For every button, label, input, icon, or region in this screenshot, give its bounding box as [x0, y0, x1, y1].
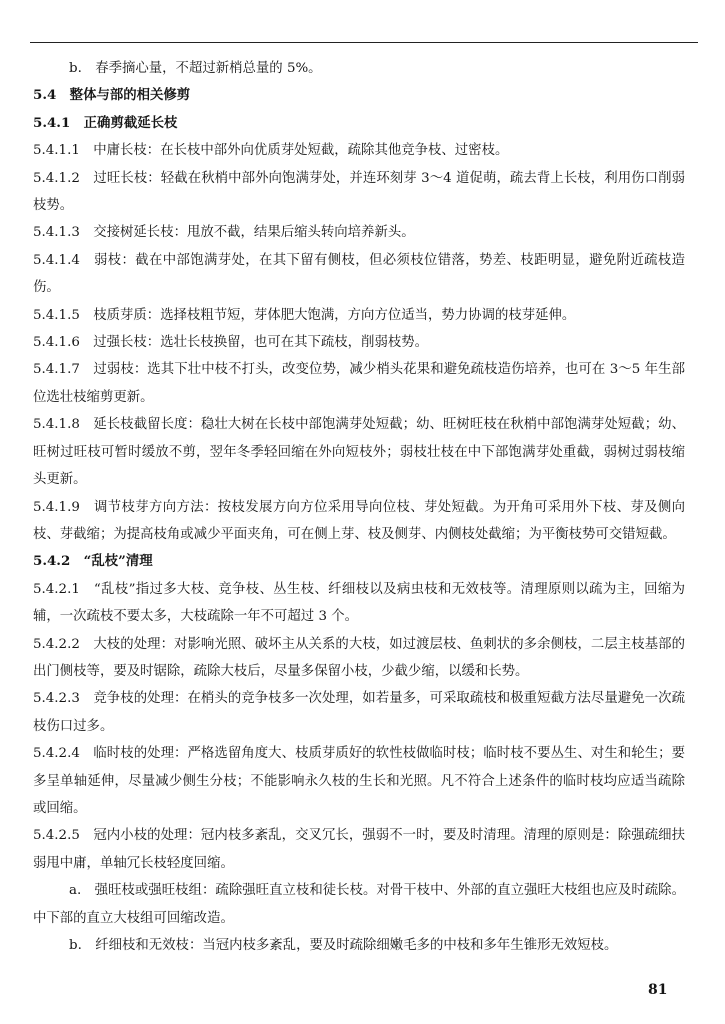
paragraph: 5.4.1.2 过旺长枝：轻截在秋梢中部外向饱满芽处，并连环刻芽 3～4 道促萌，疏去背上长枝，利用伤口削弱枝势。 [33, 170, 685, 214]
paragraph: 5.4.1.4 弱枝：截在中部饱满芽处，在其下留有侧枝，但必须枝位错落，势差、枝距明显，避免附近疏枝造伤。 [33, 252, 685, 296]
paragraph: b. 春季摘心量，不超过新梢总量的 5%。 [69, 61, 322, 76]
paragraph: 5.4.1.1 中庸长枝：在长枝中部外向优质芽处短截，疏除其他竞争枝、过密枝。 [33, 143, 509, 159]
paragraph: 5.4.2.5 冠内小枝的处理：冠内枝多紊乱，交叉冗长，强弱不一时，要及时清理。清理的原则是：除强疏细扶弱甩中庸，单轴冗长枝轻度回缩。 [33, 828, 685, 871]
subsection-heading: 5.4.2 “乱枝”清理 [33, 553, 153, 570]
paragraph: 5.4.1.3 交接树延长枝：甩放不截，结果后缩头转向培养新头。 [33, 225, 415, 241]
paragraph: 5.4.2.4 临时枝的处理：严格选留角度大、枝质芽质好的软性枝做临时枝；临时枝不要丛生、对生和轮生；要多呈单轴延伸，尽量减少侧生分枝；不能影响永久枝的生长和光照。凡不符合上述条件的临时枝均应适当疏除或回缩。 [33, 746, 685, 816]
header-rule [30, 42, 698, 43]
body-text [33, 55, 685, 959]
paragraph: 5.4.1.7 过弱枝：选其下壮中枝不打头，改变位势，减少梢头花果和避免疏枝造伤培养，也可在 3～5 年生部位选壮枝缩剪更新。 [33, 362, 685, 405]
page-number: 81 [648, 982, 668, 998]
paragraph: 5.4.1.6 过强长枝：选壮长枝换留，也可在其下疏枝，削弱枝势。 [33, 335, 429, 351]
paragraph: 5.4.2.3 竞争枝的处理：在梢头的竞争枝多一次处理，如若量多，可采取疏枝和极重短截方法尽量避免一次疏枝伤口过多。 [33, 691, 685, 734]
paragraph: 5.4.1.8 延长枝截留长度：稳壮大树在长枝中部饱满芽处短截；幼、旺树旺枝在秋梢中部饱满芽处短截；幼、旺树过旺枝可暂时缓放不剪，翌年冬季轻回缩在外向短枝外；弱枝壮枝在中下部饱满芽处重截，弱树过弱枝缩头更新。 [33, 417, 685, 488]
paragraph: a. 强旺枝或强旺枝组：疏除强旺直立枝和徒长枝。对骨干枝中、外部的直立强旺大枝组也应及时疏除。中下部的直立大枝组可回缩改造。 [33, 883, 685, 926]
paragraph: 5.4.1.9 调节枝芽方向方法：按枝发展方向方位采用导向位枝、芽处短截。为开角可采用外下枝、芽及侧向枝、芽截缩；为提高枝角或减少平面夹角，可在侧上芽、枝及侧芽、内侧枝处截缩；为平衡枝势可交错短截。 [33, 499, 685, 542]
section-heading: 5.4 整体与部的相关修剪 [33, 87, 191, 104]
paragraph: 5.4.2.2 大枝的处理：对影响光照、破坏主从关系的大枝，如过渡层枝、鱼刺状的多余侧枝，二层主枝基部的出门侧枝等，要及时锯除，疏除大枝后，尽量多保留小枝，少截少缩，以缓和长势。 [33, 636, 685, 679]
paragraph: b. 纤细枝和无效枝：当冠内枝多紊乱，要及时疏除细嫩毛多的中枝和多年生锥形无效短枝。 [69, 938, 618, 953]
subsection-heading: 5.4.1 正确剪截延长枝 [33, 114, 178, 131]
paragraph: 5.4.2.1 “乱枝”指过多大枝、竞争枝、丛生枝、纤细枝以及病虫枝和无效枝等。清理原则以疏为主，回缩为辅，一次疏枝不要太多，大枝疏除一年不可超过 3 个。 [33, 581, 685, 625]
paragraph: 5.4.1.5 枝质芽质：选择枝粗节短，芽体肥大饱满，方向方位适当，势力协调的枝芽延伸。 [33, 307, 576, 323]
